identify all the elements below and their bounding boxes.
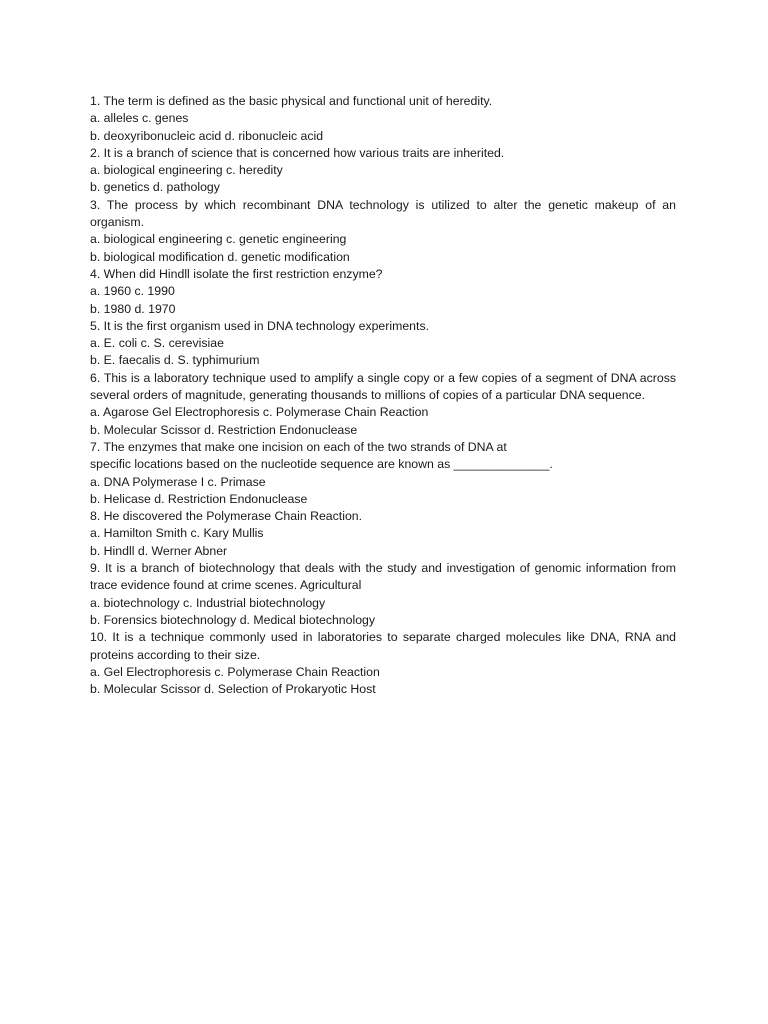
question-5-stem: 5. It is the first organism used in DNA technology experiments. [90,318,430,333]
question-6-option-line-2: b. Molecular Scissor d. Restriction Endonuclease [90,422,358,437]
question-8-option-line-1: a. Hamilton Smith c. Kary Mullis [90,526,264,541]
question-7-stem-line-1: 7. The enzymes that make one incision on each of the two strands of DNA at [90,439,507,454]
question-10-option-line-2: b. Molecular Scissor d. Selection of Prokaryotic Host [90,682,376,697]
question-4-option-line-2: b. 1980 d. 1970 [90,301,176,316]
question-10-stem: 10. It is a technique commonly used in laboratories to separate charged molecules like DNA, RNA and proteins according to their size. [90,630,676,662]
question-7-stem-line-2: specific locations based on the nucleotide sequence are known as ______________. [90,457,553,472]
question-1-stem: 1. The term is defined as the basic physical and functional unit of heredity. [90,94,493,108]
question-6-option-line-1: a. Agarose Gel Electrophoresis c. Polymerase Chain Reaction [90,405,429,420]
question-3-option-line-2: b. biological modification d. genetic modification [90,249,350,264]
question-9-stem: 9. It is a branch of biotechnology that deals with the study and investigation of genomic information from trace evidence found at crime scenes. Agricultural [90,561,676,593]
question-10-option-line-1: a. Gel Electrophoresis c. Polymerase Chain Reaction [90,664,380,679]
question-3-stem: 3. The process by which recombinant DNA technology is utilized to alter the genetic makeup of an organism. [90,197,676,230]
question-1-option-line-2: b. deoxyribonucleic acid d. ribonucleic acid [90,128,324,143]
question-9-option-line-1: a. biotechnology c. Industrial biotechnology [90,595,326,610]
question-1-option-line-1: a. alleles c. genes [90,111,189,126]
question-7-option-line-2: b. Helicase d. Restriction Endonuclease [90,491,308,506]
question-6-stem: 6. This is a laboratory technique used to amplify a single copy or a few copies of a segment of DNA across several orders of magnitude, generating thousands to millions of copies of a particular DNA sequence. [90,370,676,403]
question-2-option-line-1: a. biological engineering c. heredity [90,163,283,178]
question-4-option-line-1: a. 1960 c. 1990 [90,284,175,299]
question-2-option-line-2: b. genetics d. pathology [90,180,220,195]
question-8-option-line-2: b. Hindll d. Werner Abner [90,543,228,558]
quiz-content [90,93,676,698]
question-2-stem: 2. It is a branch of science that is concerned how various traits are inherited. [90,145,505,160]
question-4-stem: 4. When did Hindll isolate the first restriction enzyme? [90,266,383,281]
question-5-option-line-2: b. E. faecalis d. S. typhimurium [90,353,260,368]
question-7-option-line-1: a. DNA Polymerase I c. Primase [90,474,266,489]
question-9-option-line-2: b. Forensics biotechnology d. Medical biotechnology [90,612,376,627]
question-8-stem: 8. He discovered the Polymerase Chain Reaction. [90,509,363,524]
question-3-option-line-1: a. biological engineering c. genetic engineering [90,232,347,247]
question-5-option-line-1: a. E. coli c. S. cerevisiae [90,336,224,351]
